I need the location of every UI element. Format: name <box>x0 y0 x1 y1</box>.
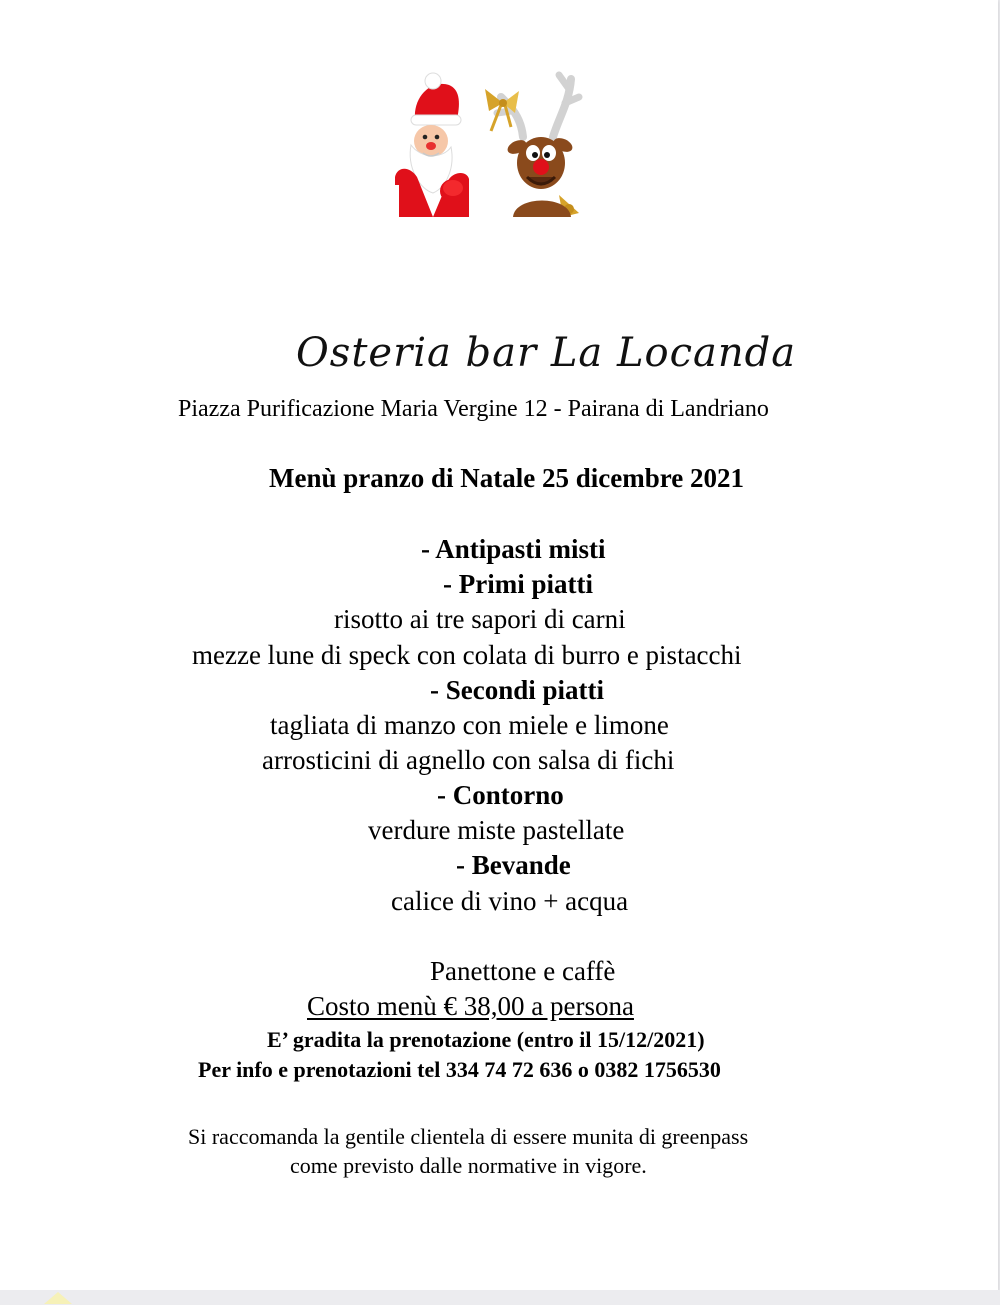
antipasti-title: - Antipasti misti <box>421 534 606 564</box>
menu-heading: Menù pranzo di Natale 25 dicembre 2021 <box>269 463 744 493</box>
viewer-bottom-strip <box>0 1290 1000 1305</box>
contact-info: Per info e prenotazioni tel 334 74 72 636 o 0382 1756530 <box>198 1057 721 1082</box>
dessert-line: Panettone e caffè <box>430 956 616 986</box>
menu-price: Costo menù € 38,00 a persona <box>307 991 634 1021</box>
greenpass-notice-line-1: Si raccomanda la gentile clientela di essere munita di greenpass <box>188 1124 749 1149</box>
reindeer-icon <box>485 75 579 217</box>
reservation-note: E’ gradita la prenotazione (entro il 15/12/2021) <box>267 1027 705 1052</box>
page-marker-icon <box>44 1292 72 1304</box>
santa-claus-icon <box>395 73 469 217</box>
secondi-dish-1: tagliata di manzo con miele e limone <box>270 710 669 740</box>
primi-dish-2: mezze lune di speck con colata di burro e pistacchi <box>192 640 742 670</box>
christmas-illustration <box>393 67 588 227</box>
contorno-dish-1: verdure miste pastellate <box>368 815 625 845</box>
restaurant-name: Osteria bar La Locanda <box>296 330 797 376</box>
greenpass-notice-line-2: come previsto dalle normative in vigore. <box>290 1153 647 1178</box>
primi-title: - Primi piatti <box>443 569 593 599</box>
restaurant-address: Piazza Purificazione Maria Vergine 12 - Pairana di Landriano <box>178 396 769 422</box>
bevande-item-1: calice di vino + acqua <box>391 886 629 916</box>
primi-dish-1: risotto ai tre sapori di carni <box>334 604 626 634</box>
contorno-title: - Contorno <box>437 780 564 810</box>
secondi-dish-2: arrosticini di agnello con salsa di fichi <box>262 745 675 775</box>
secondi-title: - Secondi piatti <box>430 675 605 705</box>
bevande-title: - Bevande <box>456 850 571 880</box>
